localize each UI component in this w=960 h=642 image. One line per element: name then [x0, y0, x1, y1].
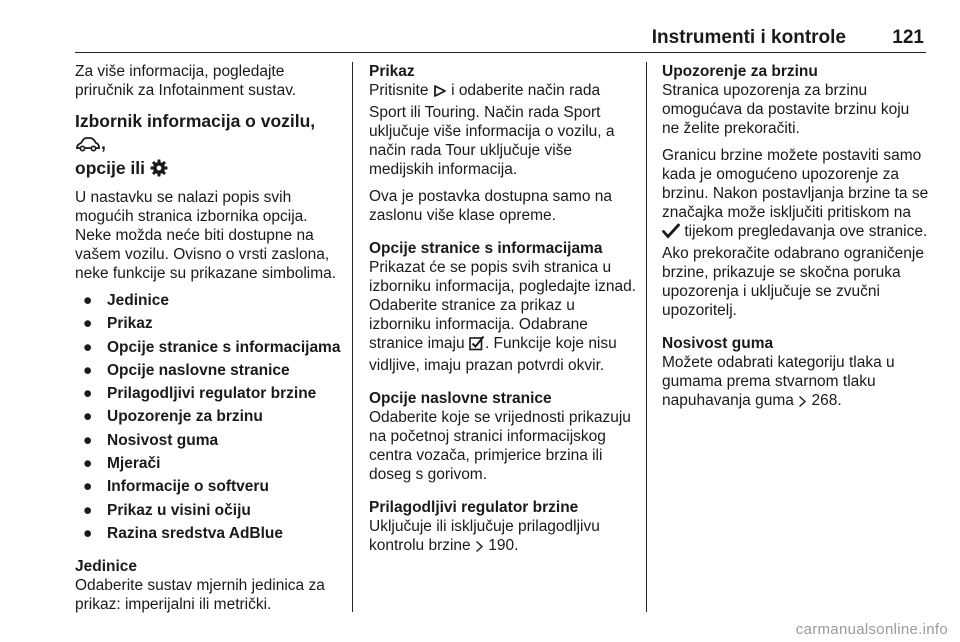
info-page-options-heading: Opcije stranice s informacijama	[369, 240, 603, 257]
prikaz-note: Ova je postavka dostupna samo na zaslonu više klase opreme.	[369, 188, 612, 224]
column-right	[662, 62, 930, 421]
list-item	[75, 524, 345, 543]
bullet-icon: ●	[83, 478, 93, 496]
play-arrow-icon	[433, 84, 447, 103]
list-item	[75, 338, 345, 357]
list-item	[75, 384, 345, 403]
page-reference-icon	[798, 394, 807, 413]
watermark: carmanualsonline.info	[795, 621, 948, 638]
car-icon	[75, 135, 101, 157]
bullet-icon: ●	[83, 361, 93, 379]
speed-warning-heading: Upozorenje za brzinu	[662, 63, 818, 80]
list-item	[75, 291, 345, 310]
home-page-options-heading: Opcije naslovne stranice	[369, 390, 552, 407]
list-item	[75, 314, 345, 333]
list-item-label: Informacije o softveru	[107, 478, 269, 496]
bullet-icon: ●	[83, 455, 93, 473]
jedinice-text: Odaberite sustav mjernih jedinica za prikaz: imperijalni ili metrički.	[75, 576, 325, 613]
page-title: Instrumenti i kontrole	[651, 27, 846, 48]
list-item-label: Jedinice	[107, 292, 170, 309]
checked-box-icon	[469, 335, 485, 356]
bullet-icon: ●	[83, 501, 93, 519]
info-page-options-text: Prikazat će se popis svih stranica u izborniku informacija, pogledajte iznad. Odaberite stranice za prikaz u izborniku informacija. Odabrane stranice imaju . Funkcije koje nisu vidljive, imaju prazan potvrdi okvir.	[369, 259, 637, 374]
gear-icon	[150, 159, 168, 182]
bullet-icon: ●	[83, 408, 93, 426]
options-list	[75, 291, 345, 543]
column-left	[75, 62, 345, 622]
page-header	[75, 26, 926, 53]
list-item-label: Prilagodljivi regulator brzine	[107, 385, 317, 403]
options-description: U nastavku se nalazi popis svih mogućih stranica izbornika opcija. Neke možda neće biti dostupne na vašem vozilu. Ovisno o vrsti zaslona, neke funkcije su prikazane simbolima.	[75, 189, 337, 282]
list-item-label: Mjerači	[107, 455, 161, 473]
bullet-icon: ●	[83, 292, 93, 309]
bullet-icon: ●	[83, 385, 93, 403]
bullet-icon: ●	[83, 524, 93, 542]
section-heading-vehicle-info: Izbornik informacija o vozilu, , opcije ili	[75, 110, 345, 182]
list-item	[75, 501, 345, 520]
list-item-label: Prikaz	[107, 315, 153, 333]
list-item	[75, 477, 345, 496]
home-page-options-text: Odaberite koje se vrijednosti prikazuju na početnoj stranici informacijskog centra vozača, primjerice brzina ili doseg s gorivom.	[369, 409, 631, 483]
column-middle	[369, 62, 637, 566]
list-item	[75, 454, 345, 473]
adaptive-cruise-text: Uključuje ili isključuje prilagodljivu kontrolu brzine 190.	[369, 517, 637, 558]
list-item-label: Nosivost guma	[107, 431, 219, 449]
prikaz-heading: Prikaz	[369, 63, 415, 80]
tyre-load-heading: Nosivost guma	[662, 335, 774, 352]
list-item-label: Razina sredstva AdBlue	[107, 524, 284, 542]
checkmark-icon	[662, 223, 680, 244]
column-divider-2	[646, 62, 647, 612]
prikaz-text: Pritisnite i odaberite način rada Sport ili Touring. Način rada Sport uključuje više informacija o vozilu, a način rada Tour uključuje više medijskih informacija.	[369, 82, 615, 178]
adaptive-cruise-heading: Prilagodljivi regulator brzine	[369, 499, 579, 516]
bullet-icon: ●	[83, 431, 93, 449]
list-item	[75, 431, 345, 450]
intro-text: Za više informacija, pogledajte priručnik za Infotainment sustav.	[75, 63, 297, 99]
bullet-icon: ●	[83, 315, 93, 333]
list-item-label: Opcije naslovne stranice	[107, 361, 290, 379]
column-divider-1	[352, 62, 353, 612]
list-item-label: Opcije stranice s informacijama	[107, 338, 341, 356]
page-reference-icon	[475, 539, 484, 558]
bullet-icon: ●	[83, 338, 93, 356]
list-item	[75, 361, 345, 380]
speed-warning-text1: Stranica upozorenja za brzinu omogućava da postavite brzinu koju ne želite prekoračiti.	[662, 82, 910, 137]
tyre-load-text: Možete odabrati kategoriju tlaka u gumama prema stvarnom tlaku napuhavanja guma 268.	[662, 353, 930, 413]
list-item	[75, 407, 345, 426]
speed-warning-text2: Granicu brzine možete postaviti samo kada je omogućeno upozorenje za brzinu. Nakon postavljanja brzine ta se značajka može isključiti pritiskom na tijekom pregledavanja ove stranice. Ako prekoračite odabrano ograničenje brzine, prikazuje se skočna poruka upozorenja i uključuje se zvučni upozoritelj.	[662, 147, 929, 319]
list-item-label: Upozorenje za brzinu	[107, 408, 263, 426]
list-item-label: Prikaz u visini očiju	[107, 501, 251, 519]
page-number: 121	[892, 27, 924, 48]
jedinice-heading: Jedinice	[75, 557, 138, 575]
